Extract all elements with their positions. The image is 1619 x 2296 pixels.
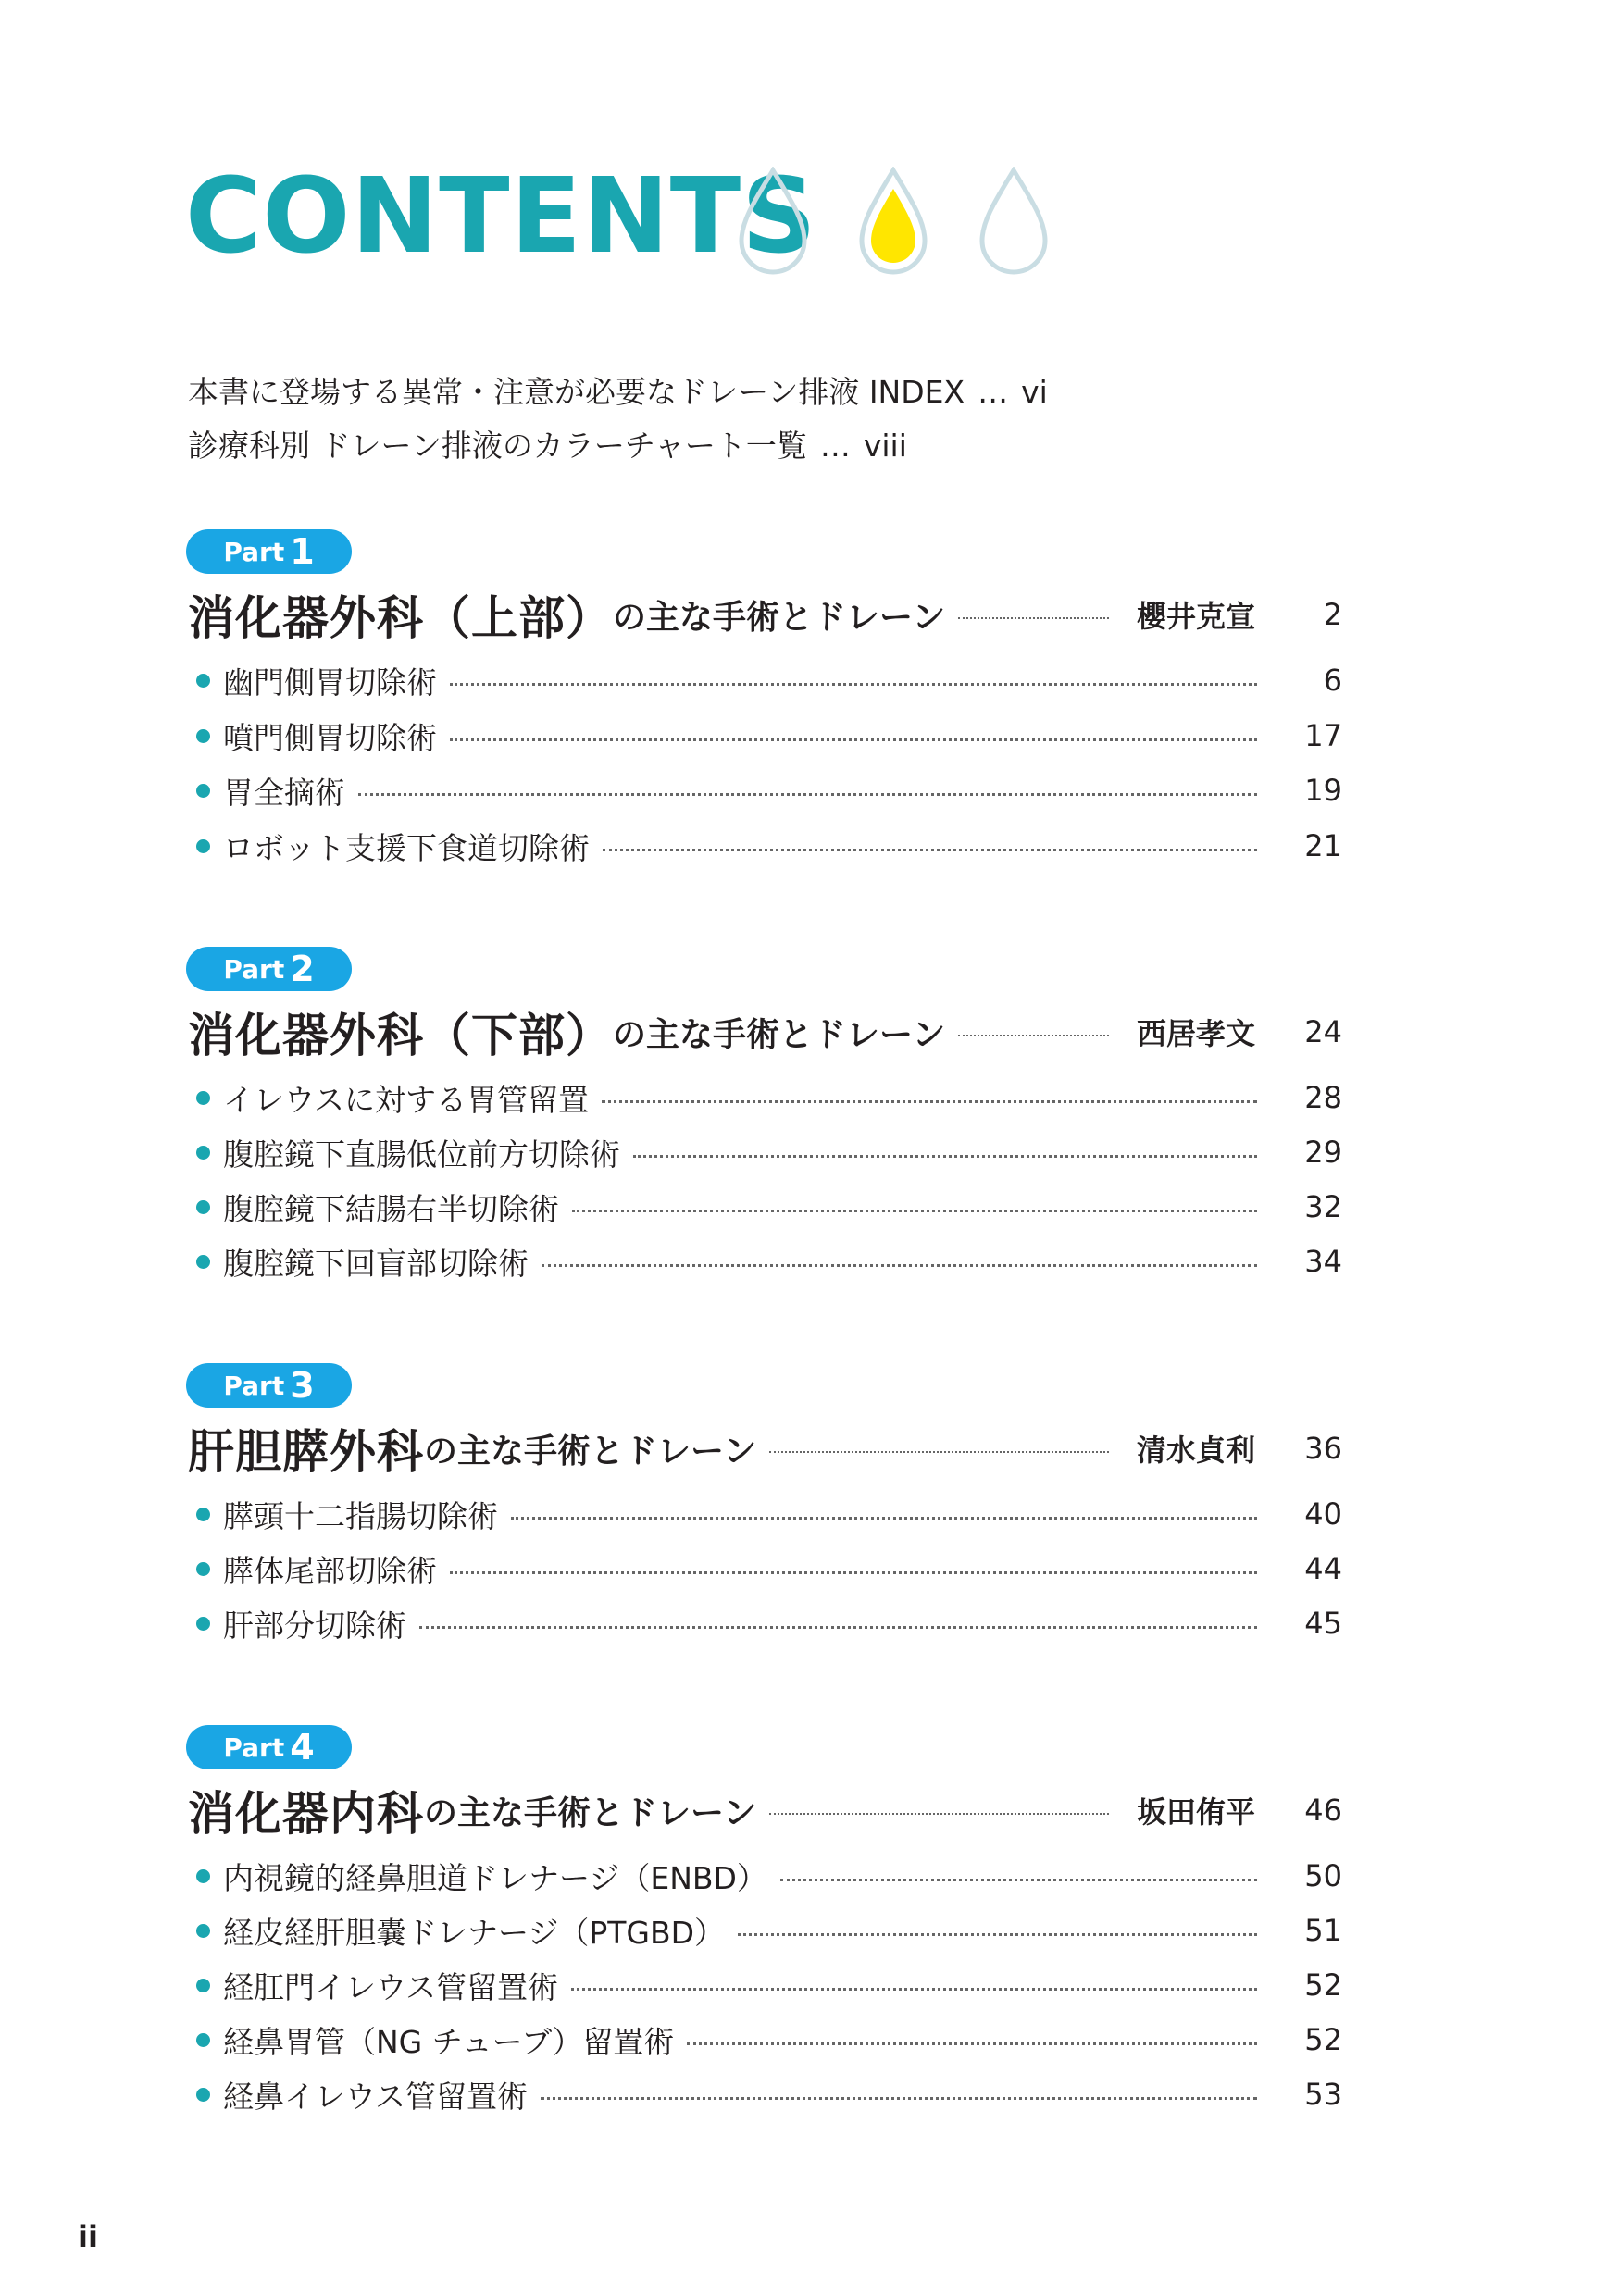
page-number: 29 (1304, 1135, 1342, 1170)
dot-leader (769, 1813, 1109, 1815)
dot-leader (541, 2097, 1257, 2100)
dot-leader (769, 1451, 1109, 1453)
toc-item-label: 内視鏡的経鼻胆道ドレナージ（ENBD） (223, 1859, 767, 1896)
toc-item-label: 経肛門イレウス管留置術 (223, 1968, 559, 2005)
bullet-icon (196, 2088, 210, 2102)
intro-line-drainage-index[interactable] (188, 374, 1048, 410)
dot-leader (450, 1571, 1257, 1574)
bullet-icon (196, 729, 210, 743)
toc-item[interactable] (196, 1494, 1342, 1534)
toc-item[interactable] (196, 1603, 1342, 1644)
page-number: 36 (1304, 1431, 1342, 1466)
dot-leader (780, 1879, 1257, 1881)
toc-item-label: 膵体尾部切除術 (223, 1552, 437, 1589)
dot-leader (602, 1100, 1257, 1103)
dot-leader (687, 2042, 1257, 2045)
bullet-icon (196, 1979, 210, 1992)
toc-item[interactable] (196, 2019, 1342, 2060)
part-number: 4 (290, 1727, 315, 1768)
toc-item[interactable] (196, 825, 1342, 866)
toc-item[interactable] (196, 1241, 1342, 1282)
bullet-icon (196, 1091, 210, 1105)
bullet-icon (196, 1508, 210, 1521)
toc-item-label: 経皮経肝胆嚢ドレナージ（PTGBD） (223, 1914, 726, 1951)
toc-item[interactable] (196, 2074, 1342, 2115)
intro-text: 本書に登場する異常・注意が必要なドレーン排液 INDEX (188, 374, 965, 410)
toc-item-label: ロボット支援下食道切除術 (223, 829, 590, 866)
toc-item-label: 腹腔鏡下結腸右半切除術 (223, 1190, 559, 1227)
page-number: 32 (1304, 1189, 1342, 1224)
toc-item[interactable] (196, 770, 1342, 811)
intro-page-ref: viii (863, 428, 907, 464)
dot-leader (572, 1210, 1257, 1212)
page-number: 17 (1304, 718, 1342, 753)
intro-line-color-chart[interactable] (188, 428, 907, 464)
part-label: Part (223, 1370, 285, 1401)
dot-leader (542, 1264, 1257, 1267)
page-number: 53 (1304, 2077, 1342, 2112)
toc-item[interactable] (196, 1910, 1342, 1951)
toc-item-label: 幽門側胃切除術 (223, 664, 437, 701)
dot-leader (603, 849, 1257, 851)
section-title: 消化器内科 (188, 1787, 424, 1841)
toc-item-label: 腹腔鏡下直腸低位前方切除術 (223, 1136, 620, 1173)
bullet-icon (196, 1869, 210, 1883)
dot-leader (738, 1933, 1257, 1936)
toc-item-label: 腹腔鏡下回盲部切除術 (223, 1245, 529, 1282)
page-number: 19 (1304, 773, 1342, 808)
section-subtitle: の主な手術とドレーン (613, 1015, 946, 1054)
toc-item[interactable] (196, 1548, 1342, 1589)
part-3-badge (186, 1363, 352, 1408)
toc-item-label: 肝部分切除術 (223, 1607, 406, 1644)
toc-item[interactable] (196, 1186, 1342, 1227)
author-name: 西居孝文 (1137, 1016, 1256, 1051)
bullet-icon (196, 784, 210, 798)
page-number: 52 (1304, 2022, 1342, 2057)
bullet-icon (196, 1562, 210, 1576)
intro-dots: … (978, 374, 1009, 410)
part-1-badge (186, 529, 352, 574)
part-label: Part (223, 536, 285, 567)
author-name: 坂田侑平 (1137, 1794, 1256, 1830)
bullet-icon (196, 1924, 210, 1938)
page-number: 40 (1304, 1496, 1342, 1532)
part-number: 1 (290, 531, 315, 572)
page-number: 21 (1304, 828, 1342, 863)
dot-leader (358, 793, 1257, 796)
part-1-heading[interactable] (188, 581, 1342, 648)
dot-leader (450, 683, 1257, 686)
bullet-icon (196, 1255, 210, 1269)
page-number: 34 (1304, 1244, 1342, 1279)
bullet-icon (196, 674, 210, 688)
page-title: CONTENTS (185, 156, 817, 277)
toc-item[interactable] (196, 1965, 1342, 2005)
page-number: 46 (1304, 1793, 1342, 1828)
toc-item[interactable] (196, 1077, 1342, 1118)
author-name: 櫻井克宣 (1137, 599, 1256, 634)
bullet-icon (196, 1200, 210, 1214)
intro-page-ref: vi (1021, 374, 1048, 410)
dot-leader (958, 1035, 1109, 1036)
dot-leader (633, 1155, 1257, 1158)
toc-item-label: イレウスに対する胃管留置 (223, 1081, 590, 1118)
page-number: 24 (1304, 1014, 1342, 1049)
part-label: Part (223, 953, 285, 985)
section-subtitle: の主な手術とドレーン (424, 1793, 757, 1832)
part-4-heading[interactable] (188, 1777, 1342, 1843)
bullet-icon (196, 1146, 210, 1160)
droplet-icon-empty-left (741, 170, 804, 272)
part-label: Part (223, 1731, 285, 1763)
toc-item-label: 経鼻イレウス管留置術 (223, 2078, 529, 2115)
toc-item-label: 噴門側胃切除術 (223, 719, 437, 756)
toc-item-label: 膵頭十二指腸切除術 (223, 1497, 498, 1534)
dot-leader (419, 1626, 1257, 1629)
toc-item[interactable] (196, 1855, 1342, 1896)
part-2-badge (186, 947, 352, 991)
droplet-icon-empty-right (982, 170, 1045, 272)
dot-leader (450, 738, 1257, 741)
page-number: 51 (1304, 1913, 1342, 1948)
page-number: 28 (1304, 1080, 1342, 1115)
section-subtitle: の主な手術とドレーン (424, 1432, 757, 1471)
page-number: 45 (1304, 1606, 1342, 1641)
section-title: 消化器外科（下部） (188, 1009, 613, 1062)
toc-item[interactable] (196, 715, 1342, 756)
page-number: 6 (1323, 663, 1342, 698)
intro-text: 診療科別 ドレーン排液のカラーチャート一覧 (188, 428, 807, 464)
part-3-heading[interactable] (188, 1415, 1342, 1482)
bullet-icon (196, 839, 210, 853)
page-number: 50 (1304, 1858, 1342, 1893)
part-2-heading[interactable] (188, 999, 1342, 1065)
section-title: 肝胆膵外科 (188, 1425, 424, 1479)
part-4-badge (186, 1725, 352, 1769)
dot-leader (511, 1517, 1257, 1520)
toc-item-label: 経鼻胃管（NG チューブ）留置術 (223, 2023, 675, 2060)
section-subtitle: の主な手術とドレーン (613, 598, 946, 637)
droplet-decoration (736, 167, 1051, 278)
toc-item[interactable] (196, 660, 1342, 701)
dot-leader (958, 617, 1109, 619)
section-title: 消化器外科（上部） (188, 591, 613, 645)
part-number: 3 (290, 1365, 315, 1406)
dot-leader (571, 1988, 1257, 1991)
page-number: 52 (1304, 1967, 1342, 2003)
folio-page-number: ii (78, 2219, 98, 2254)
bullet-icon (196, 1617, 210, 1631)
page-number: 44 (1304, 1551, 1342, 1586)
part-number: 2 (290, 949, 315, 989)
toc-item-label: 胃全摘術 (223, 774, 345, 811)
toc-item[interactable] (196, 1132, 1342, 1173)
page-number: 2 (1323, 597, 1342, 632)
intro-dots: … (819, 428, 851, 464)
author-name: 清水貞利 (1137, 1433, 1256, 1468)
bullet-icon (196, 2033, 210, 2047)
